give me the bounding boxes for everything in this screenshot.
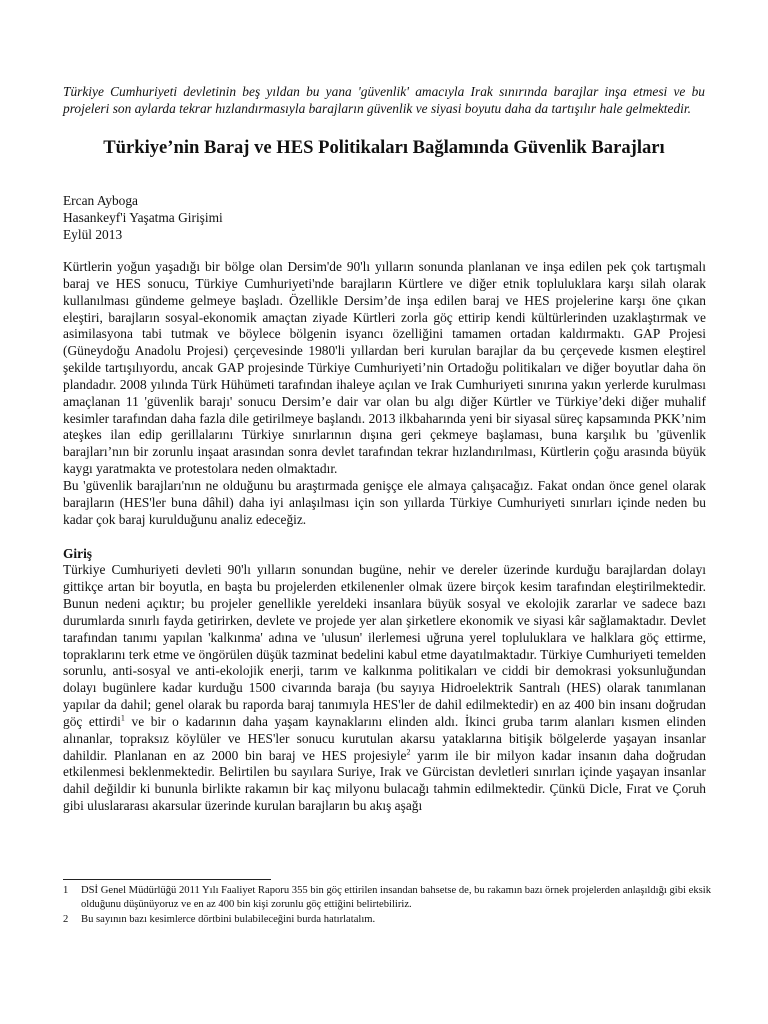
footnote-ref-1[interactable]: 1 xyxy=(120,713,125,723)
author-organization: Hasankeyf'i Yaşatma Girişimi xyxy=(63,210,223,225)
section-text-part-1: Türkiye Cumhuriyeti devleti 90'lı yılların sonundan bugüne, nehir ve dereler üzerinde kurduğu barajlardan dolayı gittikçe artan bir boyutla, en başta bu projelerden etkilenenler olmak üzere birçok kesim tarafından eleştirilmektedir. Bunun nedeni açıktır; bu projeler genellikle yereldeki insanlara büyük sosyal ve ekolojik zararlar ve sadece bazı durumlarda sınırlı fayda getirirken, devlete ve projede yer alan şirketlere ekonomik ve siyasi kâr sağlamaktadır. Devlet tarafından tanımı yapılan 'kalkınma' adına ve 'ulusun' ilerlemesi uğruna yerel topluluklara ve halklara göç ettirme, topraklarını terk etme ve öngörülen düşük tazminat bedelini kabul etme dayatılmaktadır. Türkiye Cumhuriyeti temelden sorunlu, anti-sosyal ve anti-ekolojik enerji, tarım ve kalkınma politikaları ve ciddi bir demokrasi yoksunluğundan dolayı bugünlere kadar kurduğu 1500 civarında baraja (bu sayıya Hidroelektrik Santralı (HES) olarak tanımlanan yapılar da dahil; genel olarak bu raporda baraj tanımıyla HES'ler de dahil edilmektedir) en az 400 bin insanı doğrudan göç ettirdi xyxy=(63,562,706,729)
footnote-text: DSİ Genel Müdürlüğü 2011 Yılı Faaliyet Raporu 355 bin göç ettirilen insandan bahsetse de, bu rakamın bazı örnek projelerden anlaşıldığı gibi eksik olduğunu düşünüyoruz ve en az 400 bin kişi zorunlu göç ettiğini belirtebiliriz. xyxy=(81,885,711,910)
article-body xyxy=(63,259,706,815)
footnote-number: 1 xyxy=(63,885,69,896)
footnote-ref-2[interactable]: 2 xyxy=(406,747,411,757)
intro-paragraph-2: Bu 'güvenlik barajları'nın ne olduğunu bu araştırmada genişçe ele almaya çalışacağız. Fakat ondan önce genel olarak barajların (HES'ler buna dâhil) daha iyi anlaşılması için son yıllarda Türkiye Cumhuriyeti sınırları içinde neden bu kadar çok baraj kurulduğunu analiz edeceğiz. xyxy=(63,477,706,527)
footnote-divider xyxy=(63,879,271,880)
lead-paragraph: Türkiye Cumhuriyeti devletinin beş yıldan bu yana 'güvenlik' amacıyla Irak sınırında barajlar inşa etmesi ve bu projeleri son aylarda tekrar hızlandırmasıyla barajların güvenlik ve siyasi boyutu daha da tartışılır hale gelmektedir. xyxy=(63,84,705,117)
footnote-text: Bu sayının bazı kesimlerce dörtbini bulabileceğini burda hatırlatalım. xyxy=(81,914,376,925)
section-heading: Giriş xyxy=(63,545,93,561)
footnote-1 xyxy=(63,884,713,912)
section-text-part-2: ve bir o kadarının daha yaşam kaynaklarını elinden aldı. İkinci gruba tarım alanları kısmen elinden alınanlar, topraksız köylüler ve HES'ler sonucu kurutulan akarsu yataklarına bitişik bölgelerde yaşayan insanlar dahildir. Planlanan en az 2000 bin baraj ve HES projesiyle xyxy=(63,713,706,763)
publication-date: Eylül 2013 xyxy=(63,227,123,242)
author-block xyxy=(63,192,463,243)
intro-paragraph-1: Kürtlerin yoğun yaşadığı bir bölge olan Dersim'de 90'lı yılların sonunda planlanan ve inşa edilen pek çok tartışmalı baraj ve HES sonucu, Türkiye Cumhuriyeti'nde barajların Kürtlere ve diğer etnik topluluklara karşı silah olarak kullanılması gündeme gelmeye başladı. Özellikle Dersim’de inşa edilen baraj ve HES projelerine karşı öne çıkan eleştiri, barajların sosyal-ekonomik amaçtan ziyade Kürtleri zorla göç ettirip kendi kültürlerinden uzaklaştırmak ve asimilasyona tabi tutmak ve böylece bölgenin isyancı özelliğini tamamen ortadan kaldırmaktı. GAP Projesi (Güneydoğu Anadolu Projesi) çerçevesinde 1980'li yıllardan beri kurulan barajlar da bu çerçevede kısmen eleştirel şekilde tartışılıyordu, ancak GAP projesinde Türkiye Cumhuriyeti’nin Ortadoğu politikaları ve diğer boyutlar daha ön plandadır. 2008 yılında Türk Hühümeti tarafından ihaleye açılan ve Irak Cumhuriyeti sınırına yakın yerlerde kurulması amaçlanan 11 'güvenlik barajı' sonucu Dersim’e dair var olan bu algı diğer Kürtler ve Türkiye’deki diğer muhalif kesimler tarafından daha fazla dile getirilmeye başlandı. 2013 ilkbaharında yeni bir siyasal süreç kapsamında PKK’nim ateşkes ilan edip gerillalarını Türkiye sınırlarının dışına geri çekmeye başlaması, buna karşılık bu 'güvenlik barajları’nın bir zorunlu inşaat arasından sonra devlet tarafından tekrar hızlandırılması, Kürtlerin çoğu arasında büyük kaygı yaratmakta ve protestolara neden olmaktadır. xyxy=(63,259,706,477)
footnotes xyxy=(63,884,713,928)
document-title: Türkiye’nin Baraj ve HES Politikaları Bağlamında Güvenlik Barajları xyxy=(103,137,665,158)
footnote-number: 2 xyxy=(63,914,69,925)
author-name: Ercan Ayboga xyxy=(63,193,138,208)
footnote-2 xyxy=(63,913,713,927)
section-text-part-3: yarım ile bir milyon kadar insanın daha doğrudan etkilenmesi beklenmektedir. Belirtilen bu sayılara Suriye, Irak ve Gürcistan devletleri sınırları içinde yaşayan insanlar dahil değildir ki bununla birlikte rakamın bir kaç milyonu bulacağı tahmin edilmektedir. Çünkü Dicle, Fırat ve Çoruh gibi uluslararası akarsular üzerinde kurulan barajların bu akış aşağı xyxy=(63,747,706,814)
section-paragraph xyxy=(63,562,706,815)
